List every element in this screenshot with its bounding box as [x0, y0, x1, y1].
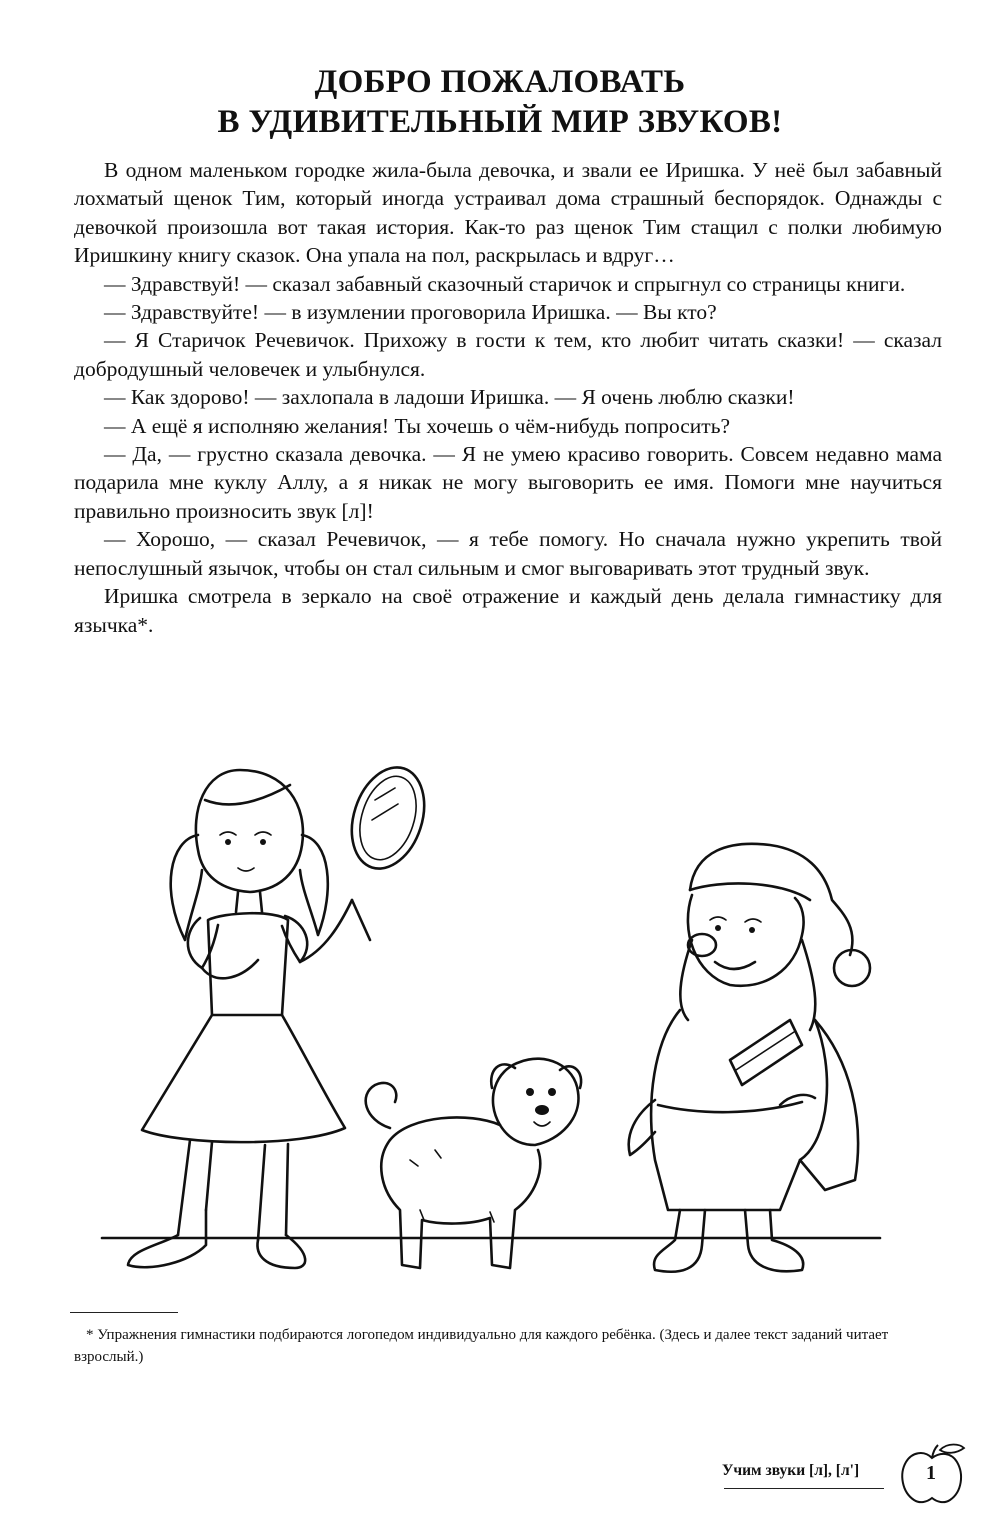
- page-title: [0, 62, 1000, 142]
- story-paragraph: — А ещё я исполняю желания! Ты хочешь о чём-нибудь попросить?: [104, 413, 731, 438]
- puppy-tim-illustration: [366, 1059, 581, 1268]
- footnote-text: * Упражнения гимнастики подбираются логопедом индивидуально для каждого ребёнка. (Здесь и далее текст заданий читает взрослый.): [74, 1327, 889, 1365]
- footer-section-label: Учим звуки [л], [л']: [722, 1462, 860, 1479]
- story-paragraph: — Хорошо, — сказал Речевичок, — я тебе помогу. Но сначала нужно укрепить твой непослушный язычок, чтобы он стал сильным и смог выговаривать этот трудный звук.: [74, 527, 942, 580]
- story-paragraph: — Здравствуй! — сказал забавный сказочный старичок и спрыгнул со страницы книги.: [104, 271, 906, 296]
- old-man-rechevichok-illustration: [629, 844, 870, 1272]
- story-paragraph: — Как здорово! — захлопала в ладоши Иришка. — Я очень люблю сказки!: [104, 385, 795, 410]
- story-illustration: [90, 740, 890, 1300]
- story-text: [74, 156, 942, 639]
- story-paragraph: — Я Старичок Речевичок. Прихожу в гости к тем, кто любит читать сказки! — сказал добродушный человечек и улыбнулся.: [74, 328, 942, 381]
- footnote-divider: [70, 1312, 178, 1313]
- footer-underline: [724, 1488, 884, 1489]
- title-line-1: ДОБРО ПОЖАЛОВАТЬ: [314, 64, 686, 100]
- title-line-2: В УДИВИТЕЛЬНЫЙ МИР ЗВУКОВ!: [217, 104, 783, 140]
- story-paragraph: В одном маленьком городке жила-была девочка, и звали ее Иришка. У неё был забавный лохматый щенок Тим, который иногда устраивал дома страшный беспорядок. Однажды с девочкой произошла вот такая история. Как-то раз щенок Тим стащил с полки любимую Иришкину книгу сказок. Она упала на пол, раскрылась и вдруг…: [74, 158, 942, 268]
- page-number: 1: [926, 1462, 936, 1484]
- story-paragraph: — Да, — грустно сказала девочка. — Я не умею красиво говорить. Совсем недавно мама подарила мне куклу Аллу, а я никак не могу выговорить ее имя. Помоги мне научиться правильно произносить звук [л]!: [74, 442, 942, 523]
- girl-irishka-illustration: [128, 758, 436, 1268]
- story-paragraph: — Здравствуйте! — в изумлении проговорила Иришка. — Вы кто?: [104, 300, 717, 325]
- story-paragraph: Иришка смотрела в зеркало на своё отражение и каждый день делала гимнастику для язычка*.: [74, 584, 942, 637]
